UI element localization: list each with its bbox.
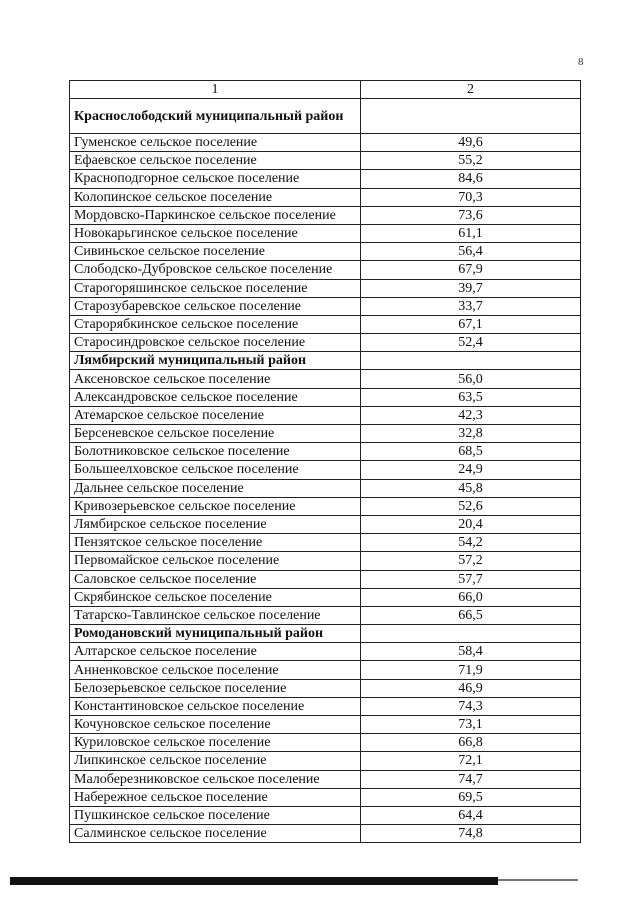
value-cell: 70,3 — [361, 188, 581, 206]
settlement-name: Татарско-Тавлинское сельское поселение — [70, 606, 361, 624]
value-cell: 52,4 — [361, 334, 581, 352]
settlement-name: Старозубаревское сельское поселение — [70, 297, 361, 315]
table-row — [70, 224, 581, 242]
value-cell: 71,9 — [361, 661, 581, 679]
value-cell: 33,7 — [361, 297, 581, 315]
settlement-name: Атемарское сельское поселение — [70, 406, 361, 424]
table-row — [70, 661, 581, 679]
settlement-name: Большеелховское сельское поселение — [70, 461, 361, 479]
table-row — [70, 388, 581, 406]
settlement-name: Константиновское сельское поселение — [70, 697, 361, 715]
table-row — [70, 406, 581, 424]
value-cell: 73,1 — [361, 716, 581, 734]
value-cell: 39,7 — [361, 279, 581, 297]
district-row — [70, 99, 581, 134]
table-header-row — [70, 81, 581, 99]
table-row — [70, 697, 581, 715]
value-cell: 66,5 — [361, 606, 581, 624]
value-cell: 58,4 — [361, 643, 581, 661]
settlement-name: Красноподгорное сельское поселение — [70, 170, 361, 188]
value-cell: 74,3 — [361, 697, 581, 715]
data-table — [69, 80, 581, 843]
settlement-name: Гуменское сельское поселение — [70, 134, 361, 152]
value-cell: 24,9 — [361, 461, 581, 479]
district-name: Лямбирский муниципальный район — [70, 352, 361, 370]
value-cell: 55,2 — [361, 152, 581, 170]
settlement-name: Ефаевское сельское поселение — [70, 152, 361, 170]
value-cell: 42,3 — [361, 406, 581, 424]
table-row — [70, 606, 581, 624]
table-row — [70, 570, 581, 588]
value-cell: 72,1 — [361, 752, 581, 770]
table-row — [70, 134, 581, 152]
value-cell: 66,8 — [361, 734, 581, 752]
scan-edge-bar — [10, 877, 498, 885]
settlement-name: Болотниковское сельское поселение — [70, 443, 361, 461]
settlement-name: Малоберезниковское сельское поселение — [70, 770, 361, 788]
settlement-name: Пензятское сельское поселение — [70, 534, 361, 552]
settlement-name: Мордовско-Паркинское сельское поселение — [70, 206, 361, 224]
settlement-name: Анненковское сельское поселение — [70, 661, 361, 679]
settlement-name: Старогоряшинское сельское поселение — [70, 279, 361, 297]
value-cell — [361, 99, 581, 134]
table-body — [70, 99, 581, 843]
table-row — [70, 461, 581, 479]
settlement-name: Алтарское сельское поселение — [70, 643, 361, 661]
value-cell: 74,7 — [361, 770, 581, 788]
table-row — [70, 515, 581, 533]
table-row — [70, 297, 581, 315]
settlement-name: Пушкинское сельское поселение — [70, 806, 361, 824]
settlement-name: Набережное сельское поселение — [70, 788, 361, 806]
district-name: Краснослободский муниципальный район — [70, 99, 361, 134]
table-row — [70, 243, 581, 261]
value-cell: 46,9 — [361, 679, 581, 697]
table-row — [70, 334, 581, 352]
table-row — [70, 479, 581, 497]
value-cell: 45,8 — [361, 479, 581, 497]
settlement-name: Старорябкинское сельское поселение — [70, 315, 361, 333]
settlement-name: Скрябинское сельское поселение — [70, 588, 361, 606]
table-row — [70, 152, 581, 170]
table-row — [70, 825, 581, 843]
settlement-name: Дальнее сельское поселение — [70, 479, 361, 497]
value-cell: 56,4 — [361, 243, 581, 261]
table-row — [70, 370, 581, 388]
value-cell: 56,0 — [361, 370, 581, 388]
table-row — [70, 261, 581, 279]
value-cell: 84,6 — [361, 170, 581, 188]
value-cell: 20,4 — [361, 515, 581, 533]
value-cell: 61,1 — [361, 224, 581, 242]
value-cell: 32,8 — [361, 425, 581, 443]
settlement-name: Новокарьгинское сельское поселение — [70, 224, 361, 242]
table-row — [70, 752, 581, 770]
settlement-name: Саловское сельское поселение — [70, 570, 361, 588]
value-cell — [361, 625, 581, 643]
settlement-name: Салминское сельское поселение — [70, 825, 361, 843]
table-row — [70, 770, 581, 788]
value-cell: 63,5 — [361, 388, 581, 406]
value-cell: 74,8 — [361, 825, 581, 843]
settlement-name: Куриловское сельское поселение — [70, 734, 361, 752]
value-cell: 67,1 — [361, 315, 581, 333]
table-row — [70, 425, 581, 443]
table-row — [70, 534, 581, 552]
value-cell: 52,6 — [361, 497, 581, 515]
settlement-name: Александровское сельское поселение — [70, 388, 361, 406]
settlement-name: Кривозерьевское сельское поселение — [70, 497, 361, 515]
settlement-name: Сивиньское сельское поселение — [70, 243, 361, 261]
settlement-name: Колопинское сельское поселение — [70, 188, 361, 206]
column-header-2: 2 — [361, 81, 581, 99]
table-row — [70, 643, 581, 661]
page-number: 8 — [578, 56, 584, 68]
settlement-name: Берсеневское сельское поселение — [70, 425, 361, 443]
settlement-name: Лямбирское сельское поселение — [70, 515, 361, 533]
settlement-name: Липкинское сельское поселение — [70, 752, 361, 770]
table-row — [70, 315, 581, 333]
settlement-name: Белозерьевское сельское поселение — [70, 679, 361, 697]
table-row — [70, 206, 581, 224]
value-cell: 68,5 — [361, 443, 581, 461]
value-cell: 69,5 — [361, 788, 581, 806]
table-row — [70, 279, 581, 297]
value-cell: 49,6 — [361, 134, 581, 152]
settlement-name: Старосиндровское сельское поселение — [70, 334, 361, 352]
value-cell: 64,4 — [361, 806, 581, 824]
table-row — [70, 443, 581, 461]
table-row — [70, 734, 581, 752]
settlement-name: Кочуновское сельское поселение — [70, 716, 361, 734]
settlement-name: Аксеновское сельское поселение — [70, 370, 361, 388]
settlement-name: Слободско-Дубровское сельское поселение — [70, 261, 361, 279]
table-row — [70, 588, 581, 606]
table-row — [70, 806, 581, 824]
table-row — [70, 497, 581, 515]
table-row — [70, 679, 581, 697]
scan-edge-line — [498, 879, 578, 881]
value-cell: 54,2 — [361, 534, 581, 552]
value-cell: 66,0 — [361, 588, 581, 606]
value-cell: 67,9 — [361, 261, 581, 279]
column-header-1: 1 — [70, 81, 361, 99]
value-cell: 73,6 — [361, 206, 581, 224]
value-cell: 57,7 — [361, 570, 581, 588]
table-row — [70, 188, 581, 206]
value-cell: 57,2 — [361, 552, 581, 570]
value-cell — [361, 352, 581, 370]
table-row — [70, 552, 581, 570]
table-row — [70, 716, 581, 734]
district-name: Ромодановский муниципальный район — [70, 625, 361, 643]
settlement-name: Первомайское сельское поселение — [70, 552, 361, 570]
district-row — [70, 625, 581, 643]
district-row — [70, 352, 581, 370]
table-row — [70, 170, 581, 188]
table-row — [70, 788, 581, 806]
